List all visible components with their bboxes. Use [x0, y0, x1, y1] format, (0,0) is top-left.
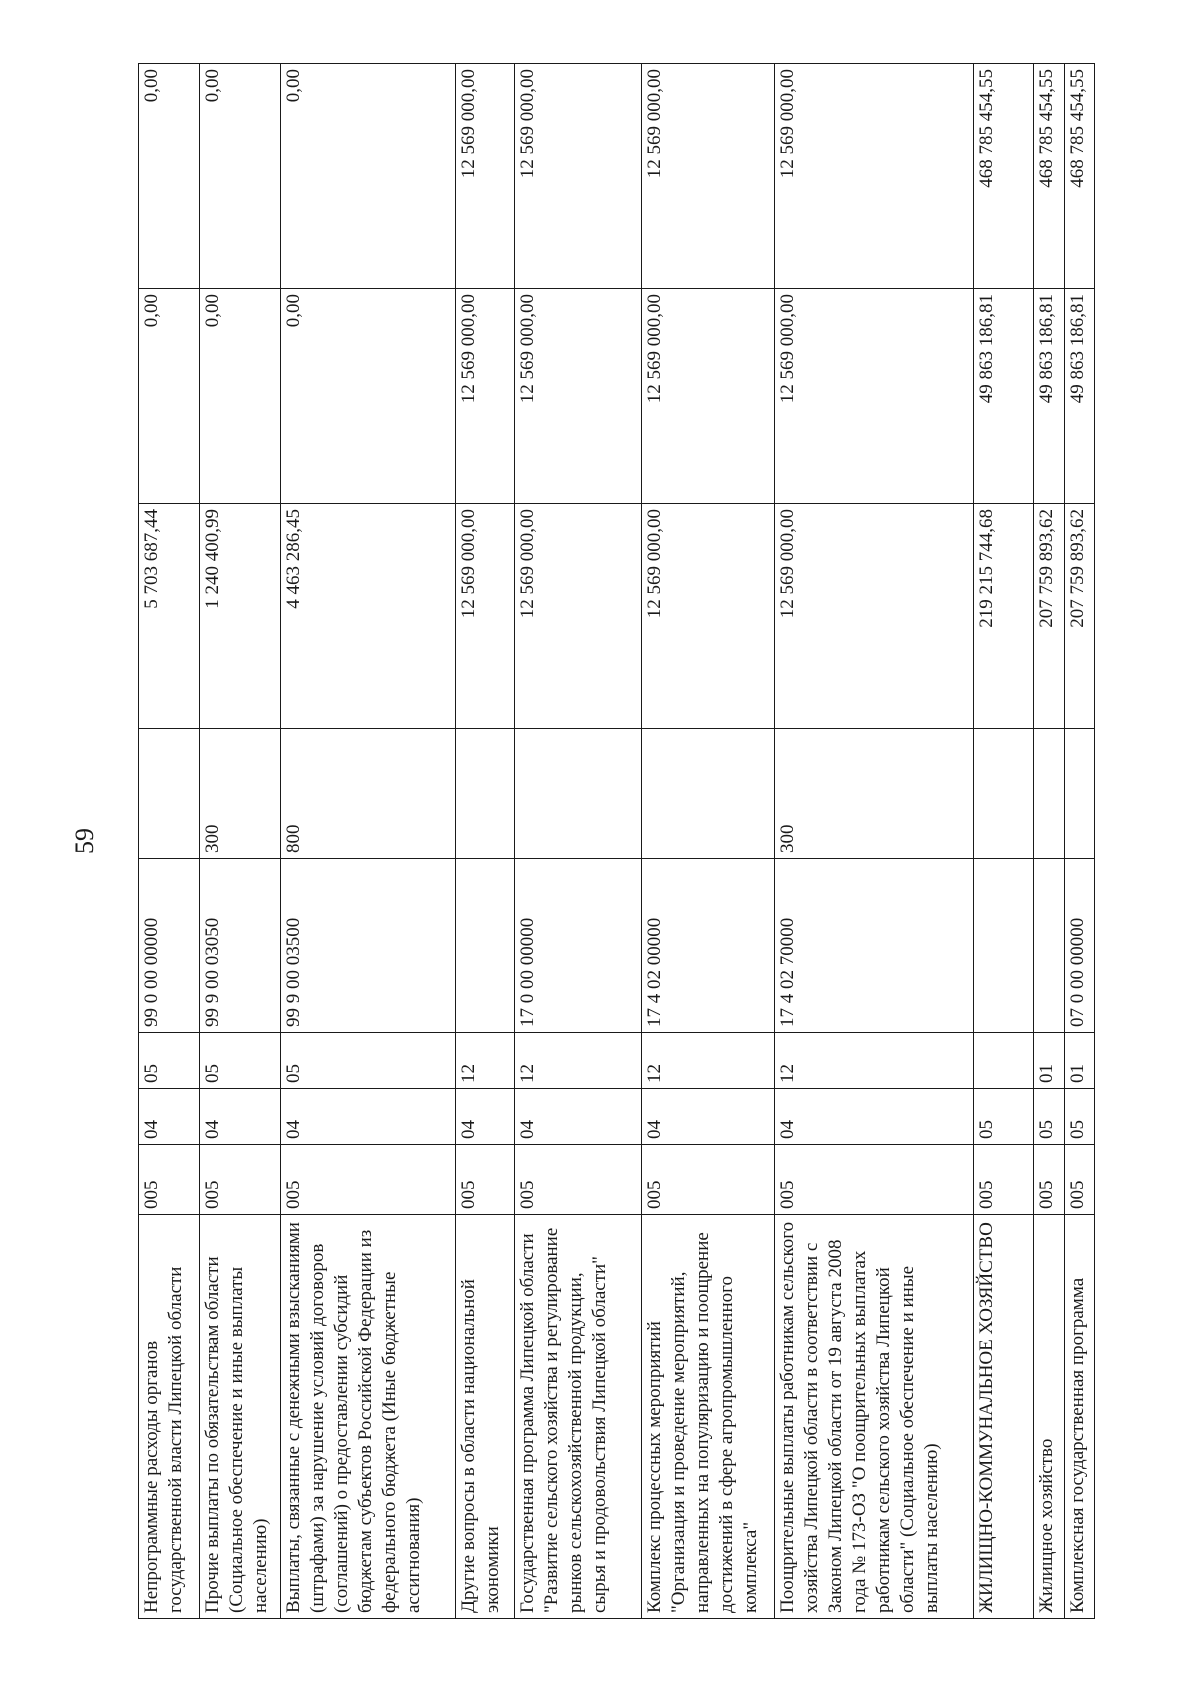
amount-year-1: 207 759 893,62 [1064, 504, 1094, 729]
table-row [280, 64, 455, 1619]
amount-year-2: 12 569 000,00 [641, 289, 774, 504]
admin-code: 005 [774, 1145, 973, 1215]
section-code: 04 [139, 1089, 200, 1145]
subsection-code: 12 [515, 1033, 642, 1089]
admin-code: 005 [515, 1145, 642, 1215]
subsection-code: 12 [774, 1033, 973, 1089]
admin-code: 005 [1064, 1145, 1094, 1215]
row-name: Непрограммные расходы органов государственной власти Липецкой области [139, 1215, 200, 1619]
amount-year-1: 12 569 000,00 [774, 504, 973, 729]
section-code: 04 [641, 1089, 774, 1145]
expense-type-code [515, 729, 642, 859]
target-article-code: 17 4 02 70000 [774, 859, 973, 1033]
row-name: Жилищное хозяйство [1034, 1215, 1064, 1619]
target-article-code [1034, 859, 1064, 1033]
table-body [139, 64, 1095, 1619]
target-article-code: 17 0 00 00000 [515, 859, 642, 1033]
amount-year-2: 49 863 186,81 [1064, 289, 1094, 504]
row-name: Прочие выплаты по обязательствам области (Социальное обеспечение и иные выплаты населению) [199, 1215, 280, 1619]
table-row [973, 64, 1034, 1619]
amount-year-3: 0,00 [199, 64, 280, 289]
admin-code: 005 [139, 1145, 200, 1215]
amount-year-1: 12 569 000,00 [515, 504, 642, 729]
amount-year-3: 12 569 000,00 [515, 64, 642, 289]
subsection-code: 05 [280, 1033, 455, 1089]
amount-year-3: 12 569 000,00 [641, 64, 774, 289]
amount-year-2: 49 863 186,81 [1034, 289, 1064, 504]
amount-year-2: 0,00 [139, 289, 200, 504]
expense-type-code: 300 [774, 729, 973, 859]
admin-code: 005 [455, 1145, 514, 1215]
subsection-code: 12 [455, 1033, 514, 1089]
expense-type-code: 800 [280, 729, 455, 859]
amount-year-2: 49 863 186,81 [973, 289, 1034, 504]
amount-year-3: 12 569 000,00 [455, 64, 514, 289]
section-code: 05 [1034, 1089, 1064, 1145]
admin-code: 005 [641, 1145, 774, 1215]
target-article-code: 07 0 00 00000 [1064, 859, 1094, 1033]
subsection-code: 05 [139, 1033, 200, 1089]
table-row [455, 64, 514, 1619]
row-name: Комплекс процессных мероприятий "Организация и проведение мероприятий, направленных на популяризацию и поощрение достижений в сфере агропромышленного комплекса" [641, 1215, 774, 1619]
target-article-code: 99 9 00 03050 [199, 859, 280, 1033]
amount-year-1: 1 240 400,99 [199, 504, 280, 729]
subsection-code: 12 [641, 1033, 774, 1089]
row-name: Комплексная государственная программа [1064, 1215, 1094, 1619]
subsection-code [973, 1033, 1034, 1089]
amount-year-3: 468 785 454,55 [1034, 64, 1064, 289]
section-code: 05 [1064, 1089, 1094, 1145]
subsection-code: 05 [199, 1033, 280, 1089]
amount-year-3: 0,00 [280, 64, 455, 289]
amount-year-2: 12 569 000,00 [455, 289, 514, 504]
table-row [1064, 64, 1094, 1619]
table-row [515, 64, 642, 1619]
section-code: 04 [515, 1089, 642, 1145]
table-row [641, 64, 774, 1619]
expense-type-code [1064, 729, 1094, 859]
amount-year-2: 0,00 [280, 289, 455, 504]
row-name: Другие вопросы в области национальной экономики [455, 1215, 514, 1619]
amount-year-1: 12 569 000,00 [455, 504, 514, 729]
section-code: 04 [455, 1089, 514, 1145]
expense-type-code [641, 729, 774, 859]
amount-year-3: 12 569 000,00 [774, 64, 973, 289]
section-code: 04 [774, 1089, 973, 1145]
amount-year-3: 468 785 454,55 [1064, 64, 1094, 289]
target-article-code [973, 859, 1034, 1033]
amount-year-1: 12 569 000,00 [641, 504, 774, 729]
expense-type-code: 300 [199, 729, 280, 859]
subsection-code: 01 [1064, 1033, 1094, 1089]
table-row [774, 64, 973, 1619]
table-row [1034, 64, 1064, 1619]
amount-year-2: 0,00 [199, 289, 280, 504]
section-code: 04 [280, 1089, 455, 1145]
expense-type-code [1034, 729, 1064, 859]
section-code: 05 [973, 1089, 1034, 1145]
amount-year-3: 0,00 [139, 64, 200, 289]
target-article-code [455, 859, 514, 1033]
target-article-code: 17 4 02 00000 [641, 859, 774, 1033]
amount-year-1: 219 215 744,68 [973, 504, 1034, 729]
section-code: 04 [199, 1089, 280, 1145]
budget-table [138, 63, 1095, 1619]
table-container [138, 64, 1095, 1619]
admin-code: 005 [973, 1145, 1034, 1215]
expense-type-code [973, 729, 1034, 859]
expense-type-code [139, 729, 200, 859]
subsection-code: 01 [1034, 1033, 1064, 1089]
amount-year-3: 468 785 454,55 [973, 64, 1034, 289]
target-article-code: 99 0 00 00000 [139, 859, 200, 1033]
table-row [139, 64, 200, 1619]
admin-code: 005 [1034, 1145, 1064, 1215]
target-article-code: 99 9 00 03500 [280, 859, 455, 1033]
expense-type-code [455, 729, 514, 859]
admin-code: 005 [280, 1145, 455, 1215]
table-row [199, 64, 280, 1619]
row-name: Государственная программа Липецкой области "Развитие сельского хозяйства и регулирование рынков сельскохозяйственной продукции, сырья и продовольствия Липецкой области" [515, 1215, 642, 1619]
row-name: ЖИЛИЩНО-КОММУНАЛЬНОЕ ХОЗЯЙСТВО [973, 1215, 1034, 1619]
row-name: Поощрительные выплаты работникам сельского хозяйства Липецкой области в соответствии с Законом Липецкой области от 19 августа 2008 года № 173-ОЗ "О поощрительных выплатах работникам сельского хозяйства Липецкой области" (Социальное обеспечение и иные выплаты населению) [774, 1215, 973, 1619]
amount-year-1: 4 463 286,45 [280, 504, 455, 729]
amount-year-1: 207 759 893,62 [1034, 504, 1064, 729]
row-name: Выплаты, связанные с денежными взысканиями (штрафами) за нарушение условий договоров (соглашений) о предоставлении субсидий бюджетам субъектов Российской Федерации из федерального бюджета (Иные бюджетные ассигнования) [280, 1215, 455, 1619]
amount-year-2: 12 569 000,00 [515, 289, 642, 504]
amount-year-1: 5 703 687,44 [139, 504, 200, 729]
page-number: 59 [70, 828, 99, 854]
admin-code: 005 [199, 1145, 280, 1215]
amount-year-2: 12 569 000,00 [774, 289, 973, 504]
